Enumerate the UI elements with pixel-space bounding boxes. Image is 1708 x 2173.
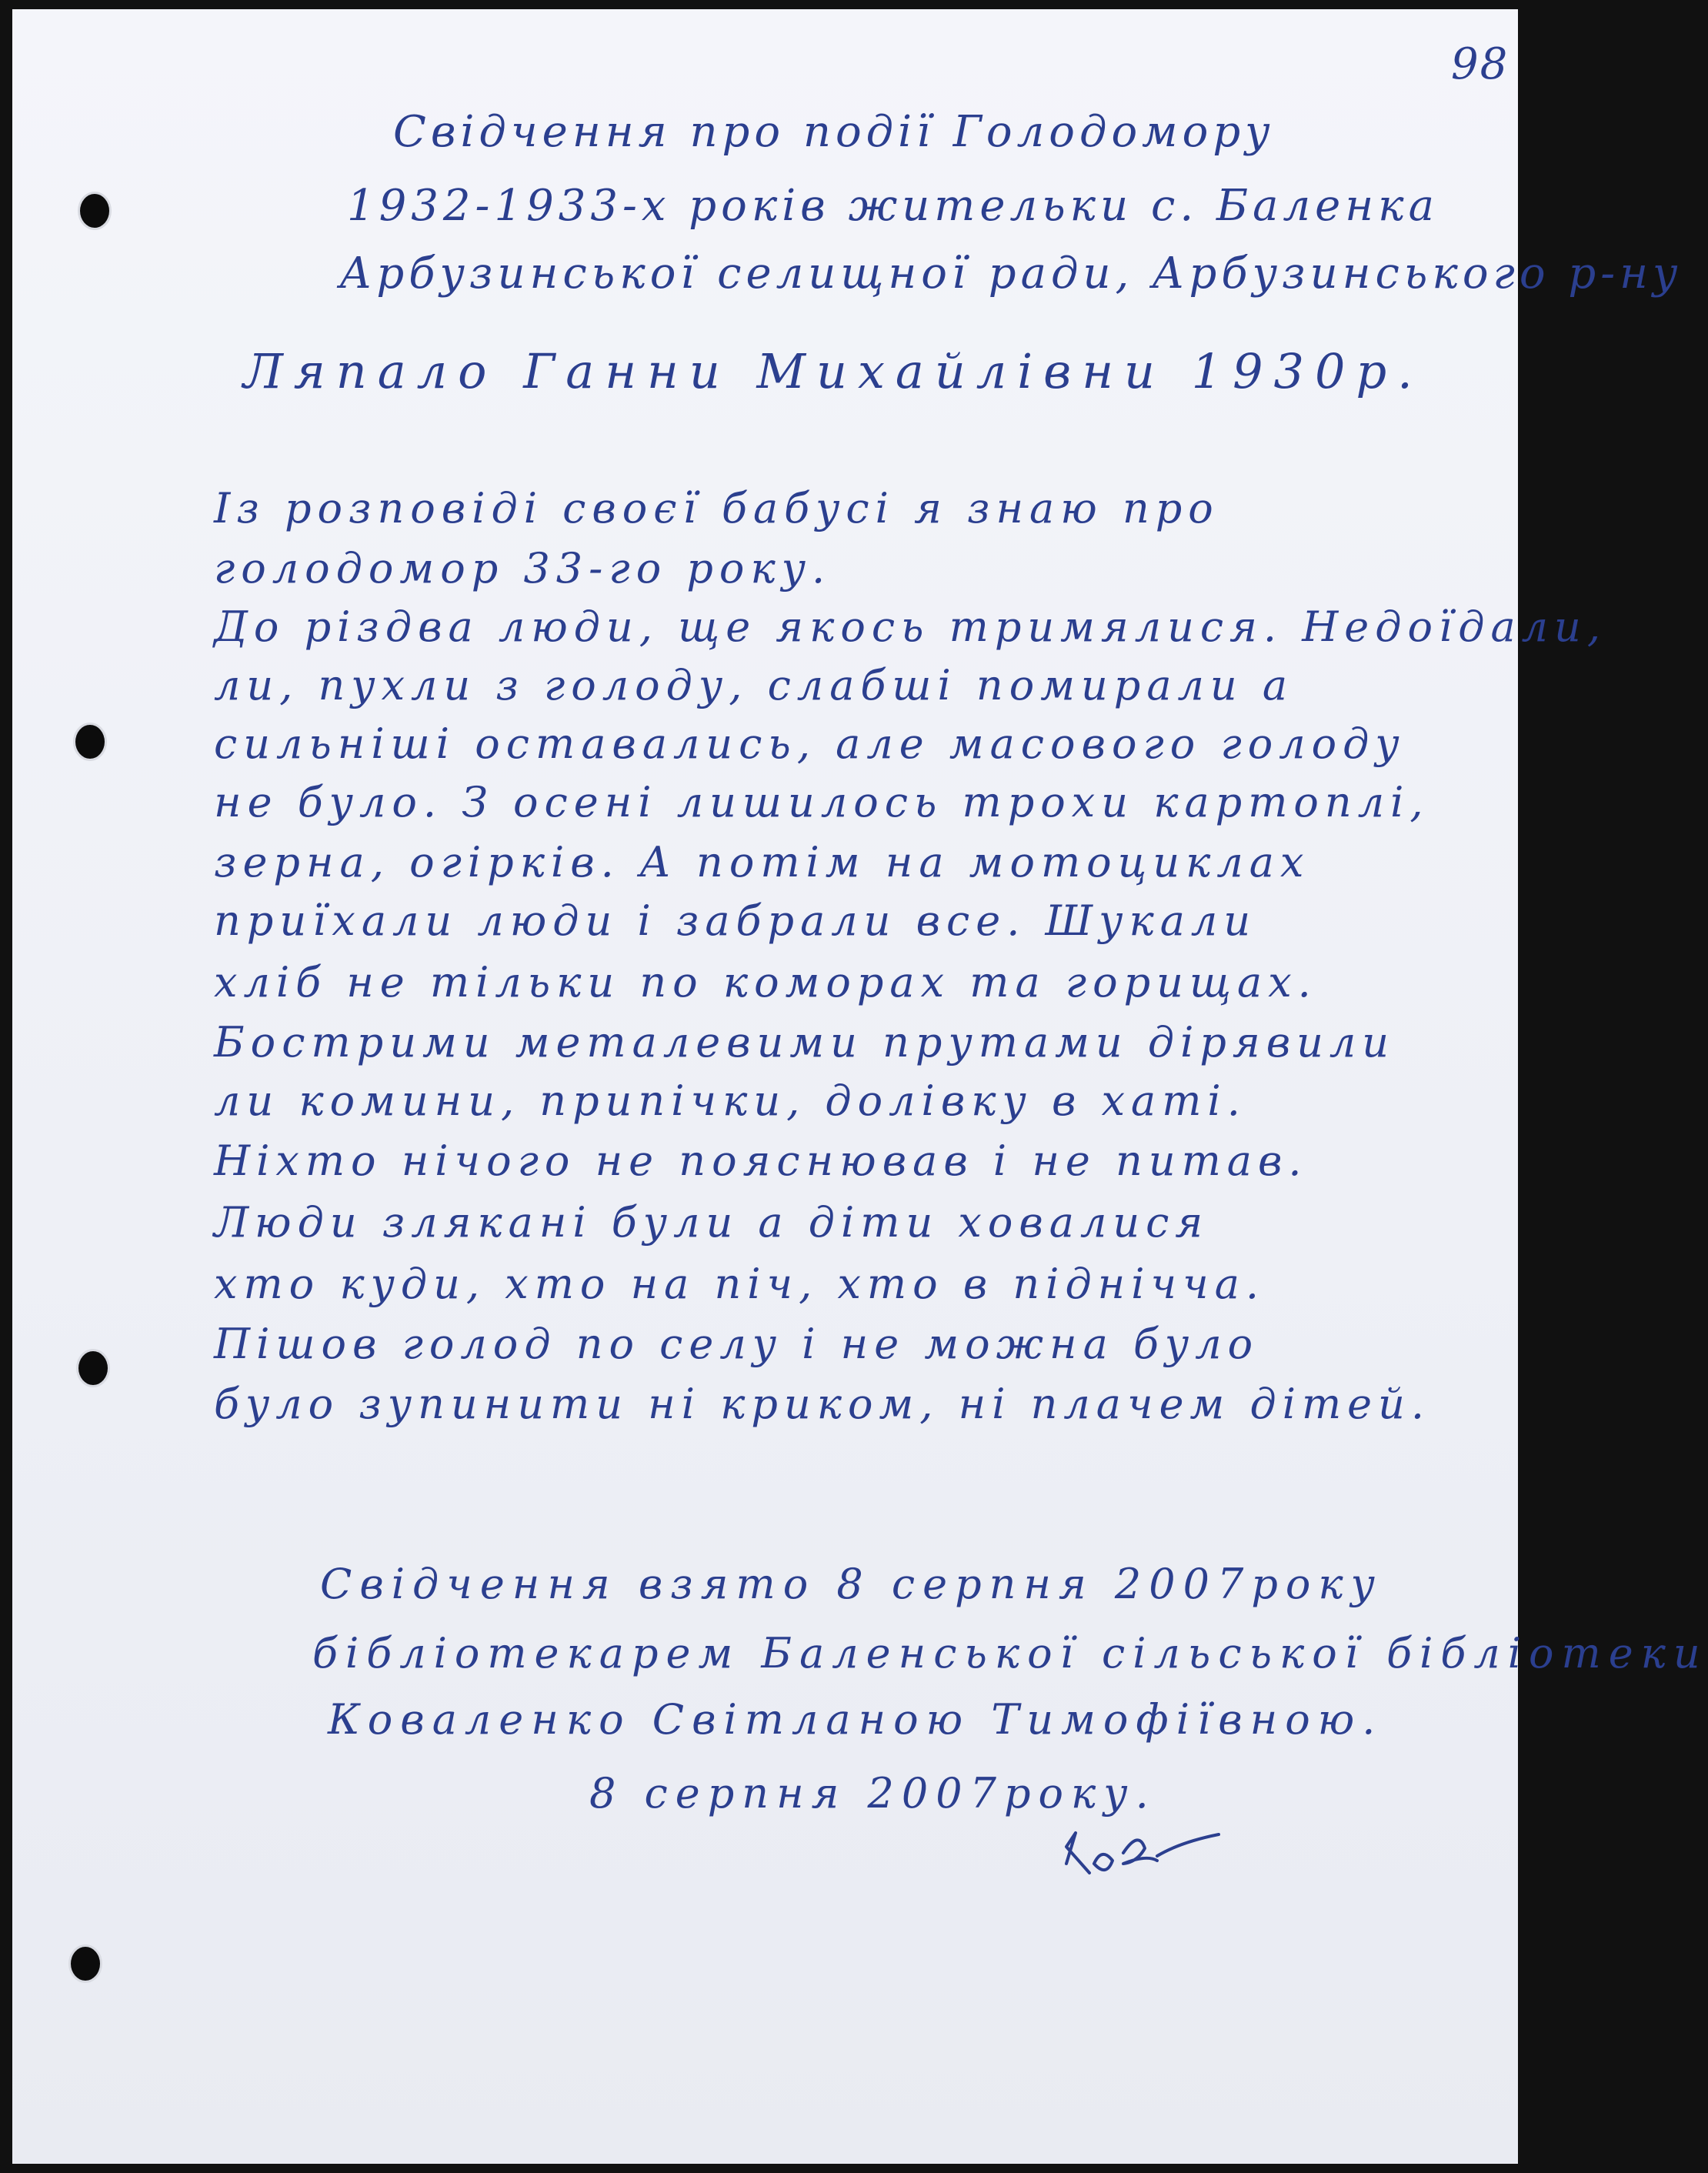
footer-date: 8 серпня 2007року. — [589, 1769, 1156, 1818]
body-line: не було. З осені лишилось трохи картоплі, — [214, 778, 1429, 826]
body-line: голодомор 33-го року. — [214, 544, 832, 592]
page-number: 98 — [1451, 39, 1510, 89]
punch-hole — [78, 1351, 108, 1385]
heading-line-3: Арбузинської селищної ради, Арбузинського р-ну — [339, 249, 1683, 299]
footer-line: Свідчення взято 8 серпня 2007року — [320, 1560, 1383, 1608]
body-line: хто куди, хто на піч, хто в піднічча. — [214, 1260, 1266, 1308]
footer-line: Коваленко Світланою Тимофіївною. — [328, 1695, 1383, 1744]
heading-line-1: Свідчення про події Голодомору — [393, 107, 1275, 157]
body-line: Ніхто нічого не пояснював і не питав. — [214, 1137, 1308, 1185]
body-line: Пішов голод по селу і не можна було — [214, 1320, 1259, 1368]
witness-name: Ляпало Ганни Михайлівни 1930р. — [243, 343, 1423, 399]
heading-line-2: 1932-1933-х років жительки с. Баленка — [347, 181, 1439, 231]
body-line: хліб не тільки по коморах та горищах. — [214, 958, 1317, 1006]
body-line: Люди злякані були а діти ховалися — [214, 1198, 1209, 1247]
body-line: приїхали люди і забрали все. Шукали — [214, 896, 1257, 945]
body-line: До різдва люди, ще якось тримялися. Недоїдали, — [214, 602, 1606, 651]
body-line: ли, пухли з голоду, слабші помирали а — [214, 661, 1294, 709]
footer-line: бібліотекарем Баленської сільської бібліотеки — [312, 1629, 1708, 1677]
body-line: було зупинити ні криком, ні плачем дітей. — [214, 1380, 1431, 1428]
body-line: зерна, огірків. А потім на мотоциклах — [214, 838, 1310, 886]
body-line: Бострими металевими прутами дірявили — [214, 1018, 1396, 1066]
punch-hole — [75, 725, 105, 759]
body-line: ли комини, припічки, долівку в хаті. — [214, 1076, 1246, 1125]
body-line: сильніші оставались, але масового голоду — [214, 719, 1406, 768]
document-page — [12, 9, 1708, 2164]
punch-hole — [80, 194, 109, 228]
signature — [1059, 1810, 1236, 1894]
body-line: Із розповіді своєї бабусі я знаю про — [214, 484, 1219, 532]
punch-hole — [71, 1947, 100, 1981]
